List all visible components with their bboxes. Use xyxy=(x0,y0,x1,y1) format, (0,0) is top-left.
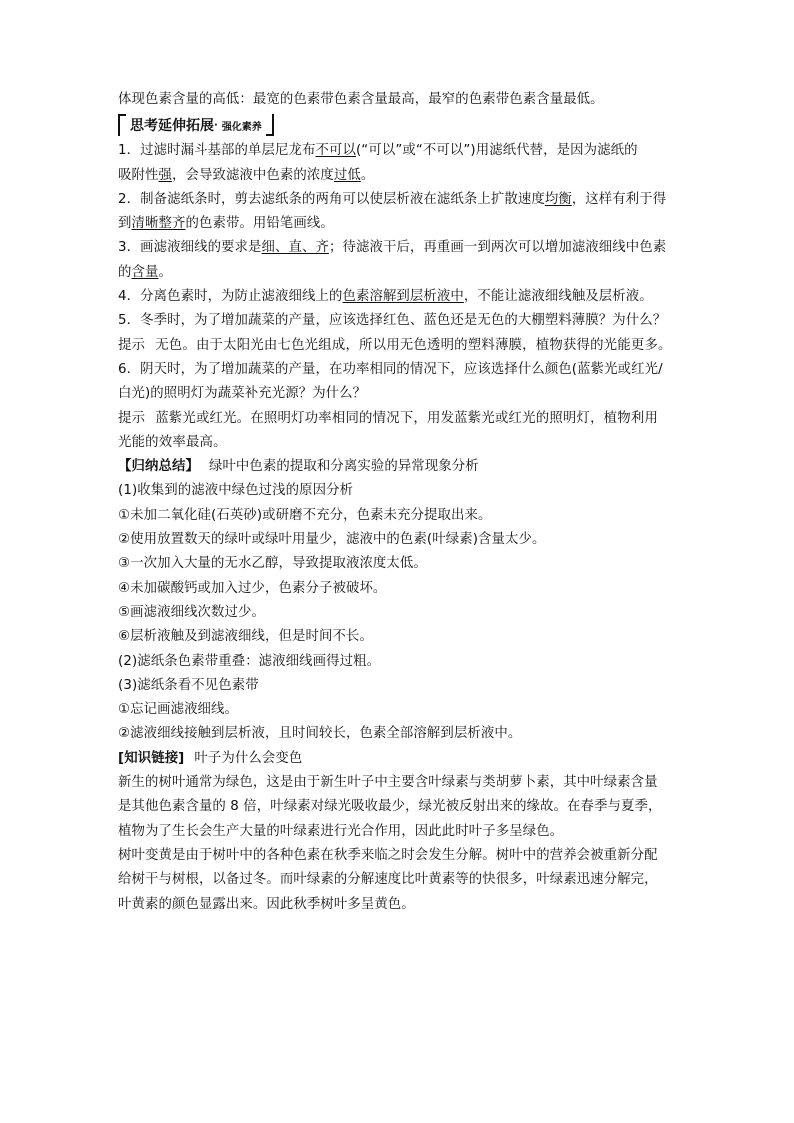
question-1: 1．过滤时漏斗基部的单层尼龙布不可以(“可以”或“不可以”)用滤纸代替，是因为滤纸的 xyxy=(118,143,638,159)
answer-blank: 过低 xyxy=(333,167,361,183)
summary-line: ①忘记画滤液细线。 xyxy=(118,702,239,718)
knowledge-paragraph-2: 叶黄素的颜色显露出来。因此秋季树叶多呈黄色。 xyxy=(118,896,415,912)
section-heading xyxy=(118,114,680,136)
answer-blank: 强 xyxy=(158,167,172,183)
answer-blank: 清晰整齐 xyxy=(131,216,186,232)
question-2-cont: 到清晰整齐的色素带。用铅笔画线。 xyxy=(118,216,334,232)
question-5: 5．冬季时，为了增加蔬菜的产量，应该选择红色、蓝色还是无色的大棚塑料薄膜？为什么？ xyxy=(118,313,667,329)
answer-blank: 细、直、齐 xyxy=(261,240,329,256)
knowledge-paragraph-2: 树叶变黄是由于树叶中的各种色素在秋季来临之时会发生分解。树叶中的营养会被重新分配 xyxy=(118,847,658,863)
question-2: 2．制备滤纸条时，剪去滤纸条的两角可以使层析液在滤纸条上扩散速度均衡，这样有利于得 xyxy=(118,191,667,207)
document-page xyxy=(118,88,680,917)
answer-6: 提示 蓝紫光或红光。在照明灯功率相同的情况下，用发蓝紫光或红光的照明灯，植物利用 xyxy=(118,410,659,426)
section-subtitle: 强化素养 xyxy=(221,121,262,133)
intro-line: 体现色素含量的高低：最宽的色素带色素含量最高，最窄的色素带色素含量最低。 xyxy=(118,92,604,107)
bracket-right-icon xyxy=(266,114,274,136)
summary-line: (2)滤纸条色素带重叠：滤液细线画得过粗。 xyxy=(118,653,381,669)
tip-label: 提示 xyxy=(118,410,146,426)
answer-blank: 色素溶解到层析液中 xyxy=(342,289,464,305)
knowledge-paragraph-1: 植物为了生长会生产大量的叶绿素进行光合作用，因此此时叶子多呈绿色。 xyxy=(118,823,564,839)
bracket-left-icon xyxy=(118,114,126,136)
question-1-cont: 吸附性强，会导致滤液中色素的浓度过低。 xyxy=(118,167,375,183)
summary-line: ②使用放置数天的绿叶或绿叶用量少，滤液中的色素(叶绿素)含量太少。 xyxy=(118,532,546,548)
section-title: 思考延伸拓展 xyxy=(130,118,214,135)
answer-5: 提示 无色。由于太阳光由七色光组成，所以用无色透明的塑料薄膜，植物获得的光能更多。 xyxy=(118,337,672,353)
knowledge-paragraph-1: 新生的树叶通常为绿色，这是由于新生叶子中主要含叶绿素与类胡萝卜素，其中叶绿素含量 xyxy=(118,775,658,791)
question-6-cont: 白光)的照明灯为蔬菜补充光源？为什么？ xyxy=(118,386,367,402)
question-3-cont: 的含量。 xyxy=(118,264,172,280)
question-3: 3．画滤液细线的要求是细、直、齐；待滤液干后，再重画一到两次可以增加滤液细线中色素 xyxy=(118,240,667,256)
tip-label: 提示 xyxy=(118,337,146,353)
answer-blank: 均衡 xyxy=(544,191,572,207)
answer-blank: 不可以 xyxy=(315,143,356,159)
knowledge-paragraph-2: 给树干与树根，以备过冬。而叶绿素的分解速度比叶黄素等的快很多，叶绿素迅速分解完， xyxy=(118,872,658,888)
summary-line: (1)收集到的滤液中绿色过浅的原因分析 xyxy=(118,483,354,499)
summary-line: ②滤液细线接触到层析液，且时间较长，色素全部溶解到层析液中。 xyxy=(118,726,522,742)
summary-line: ③一次加入大量的无水乙醇，导致提取液浓度太低。 xyxy=(118,556,427,572)
summary-line: (3)滤纸条看不见色素带 xyxy=(118,677,259,693)
knowledge-paragraph-1: 是其他色素含量的 8 倍，叶绿素对绿光吸收最少，绿光被反射出来的缘故。在春季与夏季， xyxy=(118,799,662,815)
question-4: 4．分离色素时，为防止滤液细线上的色素溶解到层析液中，不能让滤液细线触及层析液。 xyxy=(118,289,653,305)
answer-blank: 含量 xyxy=(131,264,159,280)
summary-line: ⑤画滤液细线次数过少。 xyxy=(118,604,266,620)
summary-line: ①未加二氧化硅(石英砂)或研磨不充分，色素未充分提取出来。 xyxy=(118,507,492,523)
section-sep: · xyxy=(214,119,218,131)
question-6: 6．阴天时，为了增加蔬菜的产量，在功率相同的情况下，应该选择什么颜色(蓝紫光或红光/ xyxy=(118,361,663,377)
summary-line: ④未加碳酸钙或加入过少，色素分子被破坏。 xyxy=(118,580,387,596)
summary-line: ⑥层析液触及到滤液细线，但是时间不长。 xyxy=(118,629,373,645)
summary-heading: 【归纳总结】 绿叶中色素的提取和分离实验的异常现象分析 xyxy=(118,459,479,475)
answer-6-cont: 光能的效率最高。 xyxy=(118,434,227,450)
knowledge-heading: [知识链接] 叶子为什么会变色 xyxy=(118,750,303,766)
